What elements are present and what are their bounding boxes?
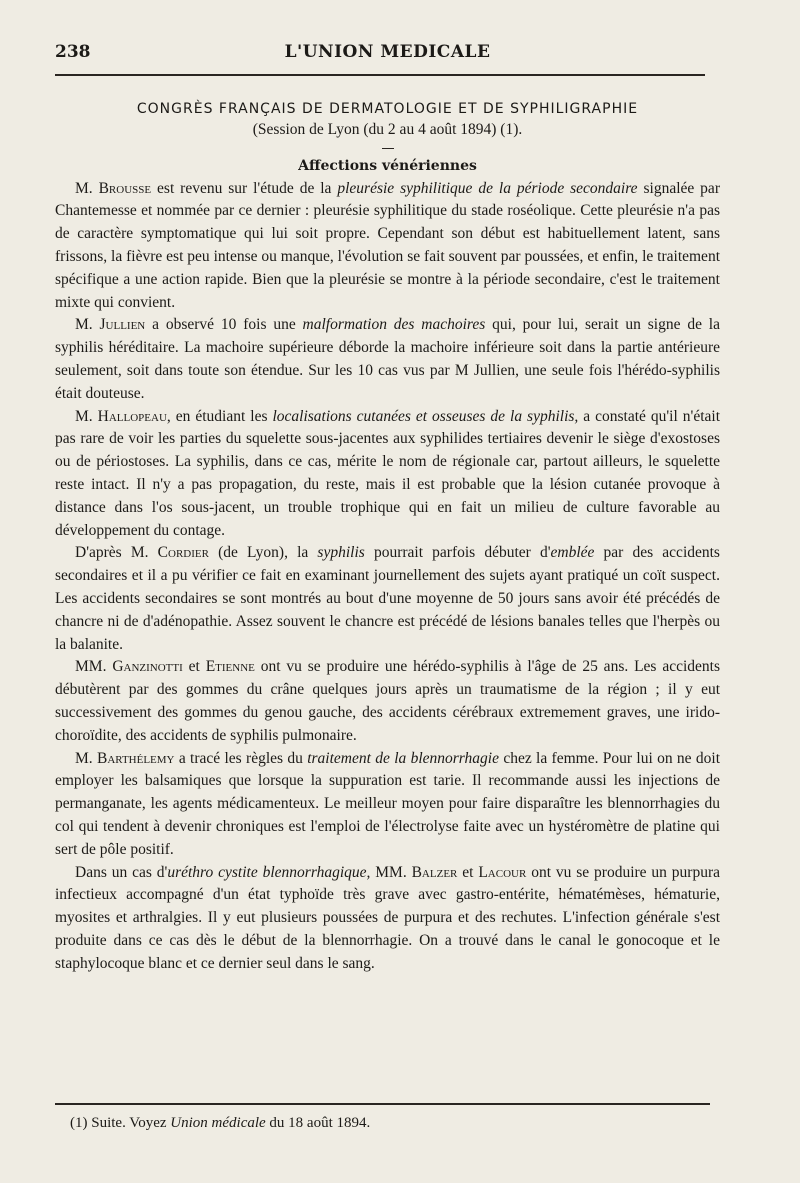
author-name: Barthélemy — [97, 749, 175, 767]
congress-title: CONGRÈS FRANÇAIS DE DERMATOLOGIE ET DE SYPHILIGRAPHIE — [136, 101, 639, 117]
italic-topic: uréthro cystite blennorrhagique, — [167, 863, 371, 881]
author-name: Hallopeau — [97, 407, 167, 425]
header-rule — [55, 74, 705, 76]
author-name: Ganzinotti — [112, 658, 183, 676]
italic-topic: syphilis — [317, 544, 365, 562]
author-name: Balzer — [411, 863, 458, 881]
italic-topic: localisations cutanées et osseuses de la syphilis, — [272, 407, 579, 425]
italic-topic: pleurésie syphilitique de la période secondaire — [337, 179, 638, 197]
paragraph-hallopeau: M. Hallopeau, en étudiant les localisations cutanées et osseuses de la syphilis, a constaté qu'il n'était pas rare de voir les parties du squelette sous-jacentes aux syphilides tertiaires devenir le siège d'exostoses ou de périostoses. La syphilis, dans ce cas, mérite le nom de régionale car, partout ailleurs, le squelette reste intact. Il n'y a pas propagation, du reste, mais il est probable que la lésion cutanée provoque à distance dans l'os sous-jacent, un trouble trophique qui en fait un milieu de culture favorable au développement du contage. — [55, 407, 720, 539]
footnote-rule — [55, 1103, 710, 1105]
session-line: (Session de Lyon (du 2 au 4 août 1894) (1). — [252, 121, 523, 138]
section-divider — [382, 148, 394, 149]
author-name: Lacour — [478, 863, 527, 881]
paragraph-ganzinotti: MM. Ganzinotti et Etienne ont vu se produire une hérédo-syphilis à l'âge de 25 ans. Les accidents débutèrent par des gommes du crâne quelques jours après un traumatisme de la région ; il y eut successivement des gommes du genou gauche, des accidents cérébraux extremement graves, une irido-choroïdite, des accidents de syphilis pulmonaire. — [55, 658, 720, 744]
paragraph-brousse: M. Brousse est revenu sur l'étude de la pleurésie syphilitique de la période secondaire signalée par Chantemesse et nommée par ce dernier : pleurésie syphilitique du stade roséolique. Cette pleurésie n'a pas de caractère symptomatique qui lui soit propre. Cependant son début est habituellement latent, sans frissons, la fièvre est peu intense ou manque, l'évolution se fait souvent par poussées, et enfin, le traitement spécifique a une action rapide. Bien que la pleurésie se montre à la période secondaire, c'est le traitement mixte qui convient. — [55, 179, 720, 311]
author-name: Jullien — [99, 316, 146, 334]
paragraph-cordier: D'après M. Cordier (de Lyon), la syphilis pourrait parfois débuter d'emblée par des accidents secondaires et il a pu vérifier ce fait en examinant journellement des sujets ayant pratiqué un coït suspect. Les accidents secondaires se sont montrés au bout d'une moyenne de 50 jours sans avoir été précédés de chancre ni de d'adénopathie. Assez souvent le chancre est précédé de lésions banales telles que l'herpès ou la balanite. — [55, 544, 720, 653]
paragraph-jullien: M. Jullien a observé 10 fois une malformation des machoires qui, pour lui, serait un signe de la syphilis héréditaire. La machoire supérieure déborde la machoire inférieure soit dans la partie antérieure seulement, soit dans toute son étendue. Sur les 10 cas vus par M Jullien, une seule fois l'hérédo-syphilis était douteuse. — [55, 316, 720, 402]
author-name: Cordier — [157, 544, 209, 562]
page-header — [55, 42, 720, 66]
article-body — [55, 99, 720, 975]
section-subheading: Affections vénériennes — [298, 157, 477, 174]
author-name: Etienne — [205, 658, 255, 676]
italic-topic: malformation des machoires — [302, 316, 486, 334]
paragraph-barthelemy: M. Barthélemy a tracé les règles du traitement de la blennorrhagie chez la femme. Pour lui on ne doit employer les balsamiques que lorsque la suppuration est tarie. Il recommande aussi les injections de permanganate, les agents médicamenteux. Le meilleur moyen pour faire disparaître les blennorrhagies du col qui tendent à devenir chroniques est l'emploi de l'électrolyse faite avec un hystéromètre de platine qui sert de pôle positif. — [55, 749, 720, 858]
italic-topic: traitement de la blennorrhagie — [307, 749, 499, 767]
page-number: 238 — [55, 42, 91, 62]
author-name: Brousse — [98, 179, 152, 197]
paragraph-balzer-lacour: Dans un cas d'uréthro cystite blennorrhagique, MM. Balzer et Lacour ont vu se produire un purpura infectieux accompagné d'un état typhoïde très grave avec gastro-entérite, hématémèses, hématurie, myosites et arthralgies. Il y eut plusieurs poussées de purpura et des rechutes. L'infection générale s'est produite dans ce cas dès le début de la blennorrhagie. On a trouvé dans le canal le gonocoque et le staphylocoque blanc et ce dernier seul dans le sang. — [55, 863, 721, 972]
footnote: (1) Suite. Voyez Union médicale du 18 août 1894. — [70, 1115, 371, 1131]
journal-title: Union médicale — [170, 1115, 266, 1131]
running-title: L'UNION MEDICALE — [284, 42, 491, 62]
italic-term: emblée — [550, 544, 595, 562]
